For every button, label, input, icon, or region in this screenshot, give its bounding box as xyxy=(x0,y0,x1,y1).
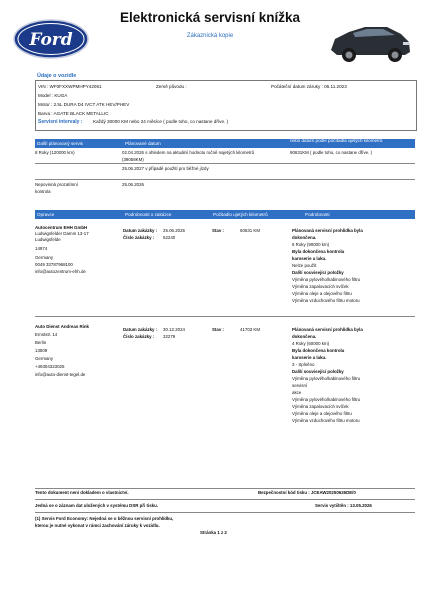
plan-col-next: Další plánovaný servis xyxy=(37,141,83,146)
svc-col-details: Podrobnosti xyxy=(305,212,330,217)
footer-note-1: (1) Servis Ford Economy: Nejedná se o běžnou servisní prohlídku, xyxy=(35,516,174,521)
page-number: Stránka 1 z 2 xyxy=(200,530,227,535)
detail-line: Výměna zapalovacích svíček xyxy=(292,284,349,289)
detail-line: 3 - Splněno xyxy=(292,362,315,367)
interval-text: Každý 30000 KM nebo 24 měsíce ( podle toho, co nastane dříve. ) xyxy=(93,119,229,124)
detail-line: Další související položky xyxy=(292,270,344,275)
order-date-label: Datum zakázky : xyxy=(123,327,158,332)
plan-r1-km: 90631KM ( podle toho, co nastane dříve. ) xyxy=(290,150,373,155)
detail-line: dokončena. xyxy=(292,235,317,240)
order-number: 52240 xyxy=(163,235,176,240)
detail-line: Plánovaná servisní prohlídka byla xyxy=(292,228,363,233)
vehicle-image xyxy=(325,12,415,67)
svc-col-repairer: Opravce xyxy=(37,212,55,217)
order-number-label: Číslo zakázky : xyxy=(123,235,155,240)
detail-line: karoserie a laku. xyxy=(292,256,327,261)
plan-r1-date-c: 25.06.2027 v případě použití pro běžné jízdy xyxy=(122,166,209,171)
footer-record: Jedná se o záznam dat uložených v systému DSR při tisku. xyxy=(35,503,158,508)
footer-printdate: Servis vytištěn : 13.05.2026 xyxy=(315,503,372,508)
plan-header xyxy=(35,139,415,148)
svc-col-order: Podrobnosti o zakázce xyxy=(125,212,172,217)
detail-line: 6 Roky (90000 km) xyxy=(292,242,330,247)
order-number-label: Číslo zakázky : xyxy=(123,334,155,339)
repairer-email: info@auto-dienst-tegel.de xyxy=(35,372,86,377)
footer-note-2: kterou je nutné vykonat v rámci zachování záruky k vozidlu. xyxy=(35,523,160,528)
repairer-phone: +49304323025 xyxy=(35,364,65,369)
plan-col-date: Plánované datum xyxy=(125,141,161,146)
detail-line: servisní xyxy=(292,383,308,388)
plan-r2-date: 25.06.2026 xyxy=(122,182,144,187)
footer-proof: Tento dokument není dokladem o vlastnictví. xyxy=(35,490,129,495)
order-date: 30.12.2024 xyxy=(163,327,185,332)
detail-line: 4 Roky (60000 km) xyxy=(292,341,330,346)
page-title: Elektronická servisní knížka xyxy=(119,10,301,25)
repairer-country: Germany xyxy=(35,356,54,361)
vehicle-box xyxy=(35,80,417,131)
ford-logo xyxy=(12,18,90,60)
repairer-email: info@autozentrum-ehh.de xyxy=(35,269,86,274)
km-value: 41703 KM xyxy=(240,327,261,332)
detail-line: Výměna vzduchového filtru motoru xyxy=(292,418,360,423)
detail-line: Výměna pylového/kabinového filtru xyxy=(292,376,361,381)
detail-line: Výměna oleje a olejového filtru xyxy=(292,411,352,416)
detail-line: Byla dokončena kontrola xyxy=(292,348,345,353)
footer-code: Bezpečnostní kód tisku : JCEAW20250626DE/0 xyxy=(258,490,356,495)
plan-r1-date-a: 02.04.2026 s ohledem na aktuální hodnotu ročně najetých kilometrů xyxy=(122,150,255,155)
repairer-name: Autocentrum EHH GmbH xyxy=(35,225,88,230)
color: Barva : AGATE BLACK METALLIC xyxy=(38,111,109,116)
svg-text:Ford: Ford xyxy=(29,30,73,50)
services-header xyxy=(35,210,415,219)
vehicle-heading: Údaje o vozidle xyxy=(37,73,77,79)
detail-line: Nelze použít xyxy=(292,263,317,268)
first-reg: Počáteční datum záruky : 06.11.2023 xyxy=(271,84,347,89)
repairer-phone: 0049 33787968100 xyxy=(35,262,73,267)
repairer-country: Germany xyxy=(35,255,54,260)
km-value: 60631 KM xyxy=(240,228,261,233)
detail-line: akce xyxy=(292,390,302,395)
order-date: 25.06.2025 xyxy=(163,228,185,233)
interval-label: Servisní intervaly : xyxy=(38,119,83,125)
plan-r1-date-b: (39058KM) xyxy=(122,157,144,162)
country: Země původu : xyxy=(156,84,187,89)
repairer-zip: 14974 xyxy=(35,246,48,251)
detail-line: Výměna zapalovacích svíček xyxy=(292,404,349,409)
repairer-city: Berlin xyxy=(35,340,47,345)
detail-line: karoserie a laku. xyxy=(292,355,327,360)
detail-line: Výměna pylového/kabinového filtru xyxy=(292,397,361,402)
repairer-street: Ludwigsfelder Damm 13-17 xyxy=(35,231,89,236)
vin: VIN : WF0FXXWPMHPY42061 xyxy=(38,84,102,89)
repairer-city: Ludwigsfelde xyxy=(35,237,61,242)
repairer-name: Auto Dienst Andreas Rink xyxy=(35,324,89,329)
detail-line: dokončena. xyxy=(292,334,317,339)
plan-r2-next-a: Nepovinná prozatímní xyxy=(35,182,78,187)
engine: Motor : 2.5L DURA D4 IVCT ATK HEV/PHEV xyxy=(38,102,130,107)
page-subtitle: Zákaznická kopie xyxy=(186,33,234,39)
svc-col-km: Počitadlo ujetých kilometrů xyxy=(213,212,268,217)
km-label: Stav : xyxy=(212,327,224,332)
repairer-street: Ernststr. 14 xyxy=(35,332,58,337)
plan-r1-next: 8 Roky (120000 km) xyxy=(35,150,75,155)
detail-line: Plánovaná servisní prohlídka byla xyxy=(292,327,363,332)
detail-line: Další související položky xyxy=(292,369,344,374)
repairer-zip: 13509 xyxy=(35,348,48,353)
detail-line: Výměna oleje a olejového filtru xyxy=(292,291,352,296)
order-date-label: Datum zakázky : xyxy=(123,228,158,233)
detail-line: Výměna vzduchového filtru motoru xyxy=(292,298,360,303)
km-label: Stav : xyxy=(212,228,224,233)
detail-line: Výměna pylového/kabinového filtru xyxy=(292,277,361,282)
order-number: 32279 xyxy=(163,334,176,339)
plan-col-km: nebo datum podle počítadla ujetých kilometrů xyxy=(290,138,383,143)
detail-line: Byla dokončena kontrola xyxy=(292,249,345,254)
plan-r2-next-b: kontrola xyxy=(35,189,51,194)
model: Model : KUGA xyxy=(38,93,68,98)
